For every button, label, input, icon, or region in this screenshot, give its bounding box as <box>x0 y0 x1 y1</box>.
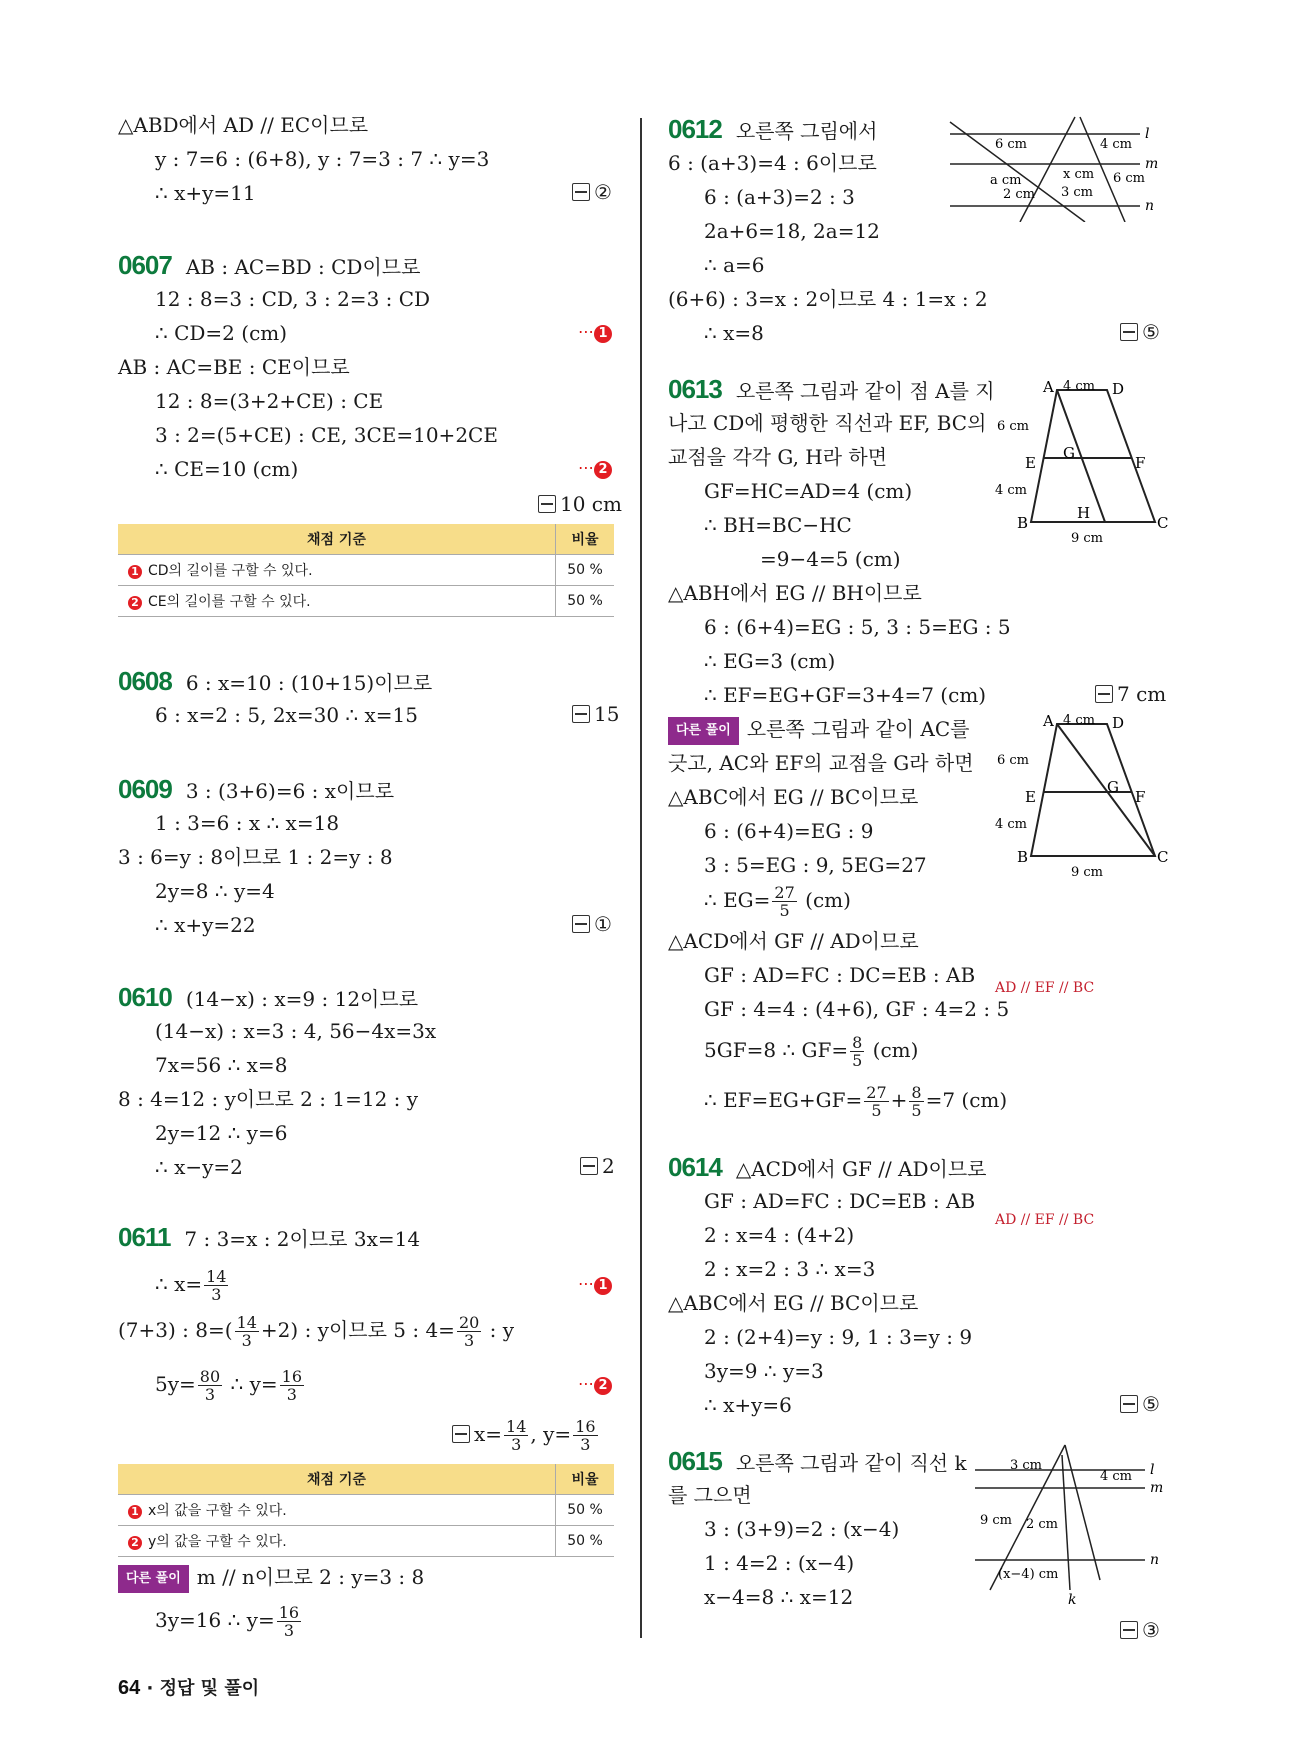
answer-icon <box>538 495 556 513</box>
line: 3 : (3+6)=6 : x이므로 <box>185 779 395 803</box>
label-l: l <box>1145 126 1150 142</box>
footer-label: · 정답 및 풀이 <box>146 1678 260 1699</box>
text: ∴ y= <box>224 1372 278 1396</box>
answer-value: 15 <box>594 702 620 726</box>
line: 3 : 2=(5+CE) : CE, 3CE=10+2CE <box>155 423 498 447</box>
answer-value: ⑤ <box>1142 320 1160 344</box>
answer-value: 7 cm <box>1117 682 1167 706</box>
point-e: E <box>1025 788 1036 806</box>
line: 교점을 각각 G, H라 하면 <box>668 445 888 469</box>
label-acm: a cm <box>990 173 1022 188</box>
line: 7x=56 ∴ x=8 <box>155 1053 288 1077</box>
point-h: H <box>1077 504 1091 522</box>
table-row <box>118 1495 614 1526</box>
label-9cm: 9 cm <box>1071 531 1104 546</box>
line <box>155 1364 306 1404</box>
alt-badge: 다른 풀이 <box>668 717 739 745</box>
point-d: D <box>1112 714 1125 732</box>
criterion: y의 값을 구할 수 있다. <box>148 1534 287 1550</box>
grading-table <box>118 524 614 617</box>
line: ∴ x−y=2 <box>155 1155 243 1179</box>
step-circle: 1 <box>128 1505 142 1519</box>
fraction <box>277 1604 301 1639</box>
point-e: E <box>1025 454 1036 472</box>
figure-0615 <box>970 1440 1170 1610</box>
point-d: D <box>1112 380 1125 398</box>
problem-0613 <box>668 376 995 404</box>
answer-value: 2 <box>602 1154 615 1178</box>
fraction <box>864 1084 888 1119</box>
line: 12 : 8=(3+2+CE) : CE <box>155 389 384 413</box>
denominator: 5 <box>852 1051 863 1070</box>
fraction <box>457 1314 481 1349</box>
answer-icon <box>1120 1395 1138 1413</box>
answer-icon <box>580 1157 598 1175</box>
numerator: 27 <box>866 1083 887 1102</box>
label-4cm-b: 4 cm <box>995 483 1028 498</box>
point-c: C <box>1157 848 1169 866</box>
fraction <box>198 1368 222 1403</box>
page-footer <box>118 1674 259 1700</box>
line: ∴ BH=BC−HC <box>704 513 852 537</box>
numerator: 27 <box>774 883 795 902</box>
line: △ABC에서 EG // BC이므로 <box>668 1291 919 1315</box>
label-2cm: 2 cm <box>1026 1517 1059 1532</box>
line: 2 : (2+4)=y : 9, 1 : 3=y : 9 <box>704 1325 973 1349</box>
answer <box>538 492 622 516</box>
answer-value: ③ <box>1142 1618 1160 1642</box>
line: ∴ a=6 <box>704 253 765 277</box>
line: ∴ CD=2 (cm) <box>155 321 288 345</box>
step-marker-2 <box>578 458 612 479</box>
fraction <box>850 1034 864 1069</box>
column-divider <box>640 118 642 1638</box>
text: =7 (cm) <box>925 1088 1008 1112</box>
answer-value: 10 cm <box>560 492 622 516</box>
ratio: 50 % <box>556 1526 615 1557</box>
step-circle: 2 <box>128 596 142 610</box>
numerator: 8 <box>911 1083 922 1102</box>
numerator: 80 <box>199 1367 221 1386</box>
text: x= <box>474 1422 503 1446</box>
line: 오른쪽 그림에서 <box>735 119 878 143</box>
line <box>704 880 851 920</box>
text: + <box>890 1088 908 1112</box>
point-b: B <box>1017 848 1029 866</box>
answer-value: ② <box>594 180 612 204</box>
text: 3y=16 ∴ y= <box>155 1608 275 1632</box>
text: (cm) <box>798 888 851 912</box>
ratio: 50 % <box>556 555 615 586</box>
denominator: 3 <box>286 1385 297 1404</box>
line: ∴ CE=10 (cm) <box>155 457 299 481</box>
label-3cm: 3 cm <box>1061 185 1094 200</box>
line: 6 : x=10 : (10+15)이므로 <box>185 671 433 695</box>
problem-0609 <box>118 776 394 804</box>
numerator: 8 <box>852 1033 863 1052</box>
text: +2) : y이므로 5 : 4= <box>260 1318 455 1342</box>
line: (6+6) : 3=x : 2이므로 4 : 1=x : 2 <box>668 287 988 311</box>
label-n: n <box>1150 1552 1160 1568</box>
fraction <box>504 1418 528 1453</box>
point-a: A <box>1043 378 1054 396</box>
line: 2y=12 ∴ y=6 <box>155 1121 288 1145</box>
label-6cm-b: 6 cm <box>1113 171 1146 186</box>
line: GF=HC=AD=4 (cm) <box>704 479 913 503</box>
line <box>704 1080 1007 1120</box>
figure-0613-alt <box>995 712 1175 882</box>
problem-number: 0611 <box>118 1222 171 1252</box>
criterion: x의 값을 구할 수 있다. <box>148 1503 287 1519</box>
fraction <box>280 1368 304 1403</box>
numerator: 20 <box>458 1313 480 1332</box>
table-header: 비율 <box>556 1464 615 1495</box>
denominator: 3 <box>211 1285 222 1304</box>
line: GF : AD=FC : DC=EB : AB <box>704 1189 976 1213</box>
alt-badge: 다른 풀이 <box>118 1565 189 1593</box>
line: ∴ x=8 <box>704 321 764 345</box>
label-6cm: 6 cm <box>995 137 1028 152</box>
problem-0612 <box>668 116 877 144</box>
step-circle: 1 <box>594 325 612 343</box>
numerator: 14 <box>506 1417 527 1436</box>
problem-number: 0607 <box>118 250 172 280</box>
step-circle: 2 <box>594 461 612 479</box>
line: 2 : x=2 : 3 ∴ x=3 <box>704 1257 876 1281</box>
step-marker-1 <box>578 1274 612 1295</box>
point-f: F <box>1135 454 1146 472</box>
answer <box>1120 320 1160 344</box>
line: 2a+6=18, 2a=12 <box>704 219 880 243</box>
numerator: 14 <box>206 1267 227 1286</box>
line: AB : AC=BE : CE이므로 <box>118 355 350 379</box>
answer-icon <box>572 705 590 723</box>
step-circle: 2 <box>594 1377 612 1395</box>
line: 3 : 5=EG : 9, 5EG=27 <box>704 853 927 877</box>
answer <box>572 180 612 204</box>
answer <box>1095 682 1166 706</box>
label-l: l <box>1150 1462 1155 1478</box>
line: ∴ EF=EG+GF=3+4=7 (cm) <box>704 683 987 707</box>
line: 긋고, AC와 EF의 교점을 G라 하면 <box>668 751 974 775</box>
line: 2y=8 ∴ y=4 <box>155 879 275 903</box>
text: ∴ EF=EG+GF= <box>704 1088 863 1112</box>
label-2cm: 2 cm <box>1003 187 1036 202</box>
problem-0615 <box>668 1448 967 1476</box>
answer-icon <box>452 1425 470 1443</box>
table-row <box>118 1526 614 1557</box>
answer-icon <box>1120 323 1138 341</box>
page-number: 64 <box>118 1677 141 1699</box>
criterion: CD의 길이를 구할 수 있다. <box>148 563 313 579</box>
grading-table <box>118 1464 614 1557</box>
label-m: m <box>1150 1480 1164 1496</box>
line: △ACD에서 GF // AD이므로 <box>735 1157 987 1181</box>
line: =9−4=5 (cm) <box>760 547 901 571</box>
step-marker-1 <box>578 322 612 343</box>
answer <box>572 702 619 726</box>
line: 12 : 8=3 : CD, 3 : 2=3 : CD <box>155 287 431 311</box>
line: △ABC에서 EG // BC이므로 <box>668 785 919 809</box>
point-g: G <box>1063 444 1075 462</box>
arrow: ⋯ <box>578 1374 594 1393</box>
label-n: n <box>1145 198 1155 214</box>
line: ∴ EG=3 (cm) <box>704 649 836 673</box>
step-circle: 1 <box>594 1277 612 1295</box>
label-4cm: 4 cm <box>1100 1469 1133 1484</box>
line: 8 : 4=12 : y이므로 2 : 1=12 : y <box>118 1087 419 1111</box>
label-4cm: 4 cm <box>1063 379 1096 394</box>
denominator: 3 <box>511 1435 522 1454</box>
denominator: 3 <box>580 1435 591 1454</box>
line: 3 : (3+9)=2 : (x−4) <box>704 1517 900 1541</box>
answer-value: ⑤ <box>1142 1392 1160 1416</box>
denominator: 5 <box>911 1101 922 1120</box>
line: 1 : 4=2 : (x−4) <box>704 1551 855 1575</box>
denominator: 3 <box>204 1385 216 1404</box>
text: ∴ x= <box>155 1272 203 1296</box>
problem-0610 <box>118 984 418 1012</box>
label-k: k <box>1068 1592 1077 1608</box>
line: 오른쪽 그림과 같이 점 A를 지 <box>735 379 995 403</box>
problem-number: 0609 <box>118 774 172 804</box>
arrow: ⋯ <box>578 458 594 477</box>
fraction <box>909 1084 923 1119</box>
intro-line: ∴ x+y=11 <box>155 181 256 205</box>
line-k <box>1062 1455 1070 1590</box>
line: (14−x) : x=3 : 4, 56−4x=3x <box>155 1019 437 1043</box>
intro-line: △ABD에서 AD // EC이므로 <box>118 113 369 137</box>
fraction <box>204 1268 228 1303</box>
problem-number: 0608 <box>118 666 172 696</box>
ratio: 50 % <box>556 1495 615 1526</box>
numerator: 16 <box>278 1603 300 1622</box>
answer <box>580 1154 615 1178</box>
label-xcm: x cm <box>1063 167 1095 182</box>
table-header: 채점 기준 <box>118 1464 556 1495</box>
answer-icon <box>572 183 590 201</box>
figure-0612 <box>945 112 1170 222</box>
line: 6 : (6+4)=EG : 5, 3 : 5=EG : 5 <box>704 615 1011 639</box>
label-x4cm: (x−4) cm <box>998 1567 1059 1582</box>
fraction <box>772 884 796 919</box>
point-c: C <box>1157 514 1169 532</box>
line: 를 그으면 <box>668 1483 752 1507</box>
line: (14−x) : x=9 : 12이므로 <box>185 987 419 1011</box>
intro-line: y : 7=6 : (6+8), y : 7=3 : 7 ∴ y=3 <box>155 147 490 171</box>
answer <box>452 1414 600 1454</box>
line: 6 : (a+3)=4 : 6이므로 <box>668 151 877 175</box>
point-g: G <box>1107 778 1119 796</box>
answer <box>572 912 612 936</box>
alt-solution <box>118 1564 424 1593</box>
text: , y= <box>530 1422 572 1446</box>
text: (cm) <box>866 1038 919 1062</box>
line: △ABH에서 EG // BH이므로 <box>668 581 922 605</box>
problem-0611 <box>118 1224 420 1252</box>
point-f: F <box>1135 788 1146 806</box>
line: GF : AD=FC : DC=EB : AB <box>704 963 976 987</box>
answer-icon <box>572 915 590 933</box>
label-6cm: 6 cm <box>997 753 1030 768</box>
problem-0608 <box>118 668 432 696</box>
table-row <box>118 586 614 617</box>
point-b: B <box>1017 514 1029 532</box>
line: 나고 CD에 평행한 직선과 EF, BC의 <box>668 411 987 435</box>
label-3cm: 3 cm <box>1010 1458 1043 1473</box>
line: 6 : (a+3)=2 : 3 <box>704 185 855 209</box>
text: 5y= <box>155 1372 196 1396</box>
label-9cm: 9 cm <box>980 1513 1013 1528</box>
answer-icon <box>1095 685 1113 703</box>
line: △ACD에서 GF // AD이므로 <box>668 929 919 953</box>
denominator: 3 <box>464 1331 475 1350</box>
step-marker-2 <box>578 1374 612 1395</box>
criterion: CE의 길이를 구할 수 있다. <box>148 594 311 610</box>
denominator: 3 <box>241 1331 252 1350</box>
denominator: 5 <box>779 901 790 920</box>
line: ∴ x+y=22 <box>155 913 256 937</box>
line: ∴ x+y=6 <box>704 1393 792 1417</box>
point-a: A <box>1043 712 1054 730</box>
answer <box>1120 1392 1160 1416</box>
numerator: 16 <box>281 1367 302 1386</box>
figure-0613 <box>995 378 1175 548</box>
numerator: 14 <box>236 1313 257 1332</box>
problem-number: 0610 <box>118 982 172 1012</box>
annotation: AD // EF // BC <box>995 1212 1095 1228</box>
line: 7 : 3=x : 2이므로 3x=14 <box>184 1227 421 1251</box>
text: : y <box>483 1318 515 1342</box>
line: GF : 4=4 : (4+6), GF : 4=2 : 5 <box>704 997 1010 1021</box>
line <box>704 1030 918 1070</box>
problem-number: 0613 <box>668 374 722 404</box>
label-4cm: 4 cm <box>1063 713 1096 728</box>
denominator: 5 <box>871 1101 882 1120</box>
denominator: 3 <box>283 1621 294 1640</box>
line: 3y=9 ∴ y=3 <box>704 1359 824 1383</box>
label-4cm-b: 4 cm <box>995 817 1028 832</box>
label-9cm: 9 cm <box>1071 865 1104 880</box>
numerator: 16 <box>575 1417 596 1436</box>
text: 5GF=8 ∴ GF= <box>704 1038 849 1062</box>
step-circle: 2 <box>128 1536 142 1550</box>
annotation: AD // EF // BC <box>995 980 1095 996</box>
line: x−4=8 ∴ x=12 <box>704 1585 854 1609</box>
line: 1 : 3=6 : x ∴ x=18 <box>155 811 340 835</box>
line: 2 : x=4 : (4+2) <box>704 1223 855 1247</box>
step-circle: 1 <box>128 565 142 579</box>
line: m // n이므로 2 : y=3 : 8 <box>196 1565 425 1589</box>
text: (7+3) : 8=( <box>118 1318 233 1342</box>
answer <box>1120 1618 1160 1642</box>
problem-number: 0614 <box>668 1152 722 1182</box>
table-header: 채점 기준 <box>118 524 556 555</box>
arrow: ⋯ <box>578 322 594 341</box>
label-m: m <box>1145 156 1159 172</box>
answer-value: ① <box>594 912 612 936</box>
problem-0614 <box>668 1154 987 1182</box>
problem-number: 0612 <box>668 114 722 144</box>
line <box>155 1264 230 1304</box>
line <box>155 1600 303 1640</box>
table-header: 비율 <box>556 524 615 555</box>
label-4cm: 4 cm <box>1100 137 1133 152</box>
problem-0607 <box>118 252 420 280</box>
ratio: 50 % <box>556 586 615 617</box>
line: 6 : x=2 : 5, 2x=30 ∴ x=15 <box>155 703 418 727</box>
label-6cm: 6 cm <box>997 419 1030 434</box>
text: ∴ EG= <box>704 888 771 912</box>
line: 6 : (6+4)=EG : 9 <box>704 819 874 843</box>
alt-solution <box>668 716 969 745</box>
answer-icon <box>1120 1621 1138 1639</box>
line <box>118 1310 514 1350</box>
line: 3 : 6=y : 8이므로 1 : 2=y : 8 <box>118 845 393 869</box>
table-row <box>118 555 614 586</box>
line: 오른쪽 그림과 같이 AC를 <box>746 717 970 741</box>
fraction <box>235 1314 259 1349</box>
line: 오른쪽 그림과 같이 직선 k <box>735 1451 967 1475</box>
line: AB : AC=BD : CD이므로 <box>185 255 421 279</box>
fraction <box>573 1418 597 1453</box>
problem-number: 0615 <box>668 1446 722 1476</box>
arrow: ⋯ <box>578 1274 594 1293</box>
